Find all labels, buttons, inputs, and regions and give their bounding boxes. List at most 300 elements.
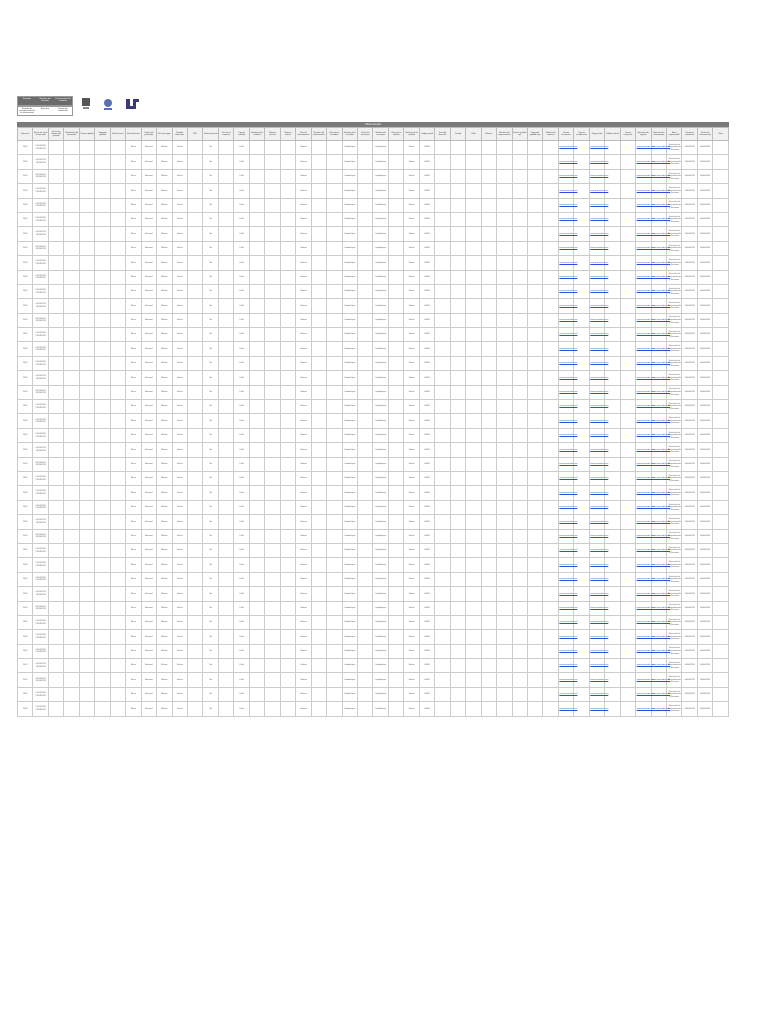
table-cell — [620, 169, 635, 183]
table-cell — [64, 572, 79, 586]
table-cell — [327, 457, 342, 471]
table-cell: Jalisco — [404, 543, 419, 557]
table-cell: Jalisco — [404, 385, 419, 399]
table-cell: Dirección de Administración y Finanzas — [667, 270, 682, 284]
table-cell — [95, 328, 110, 342]
table-cell — [64, 500, 79, 514]
table-cell[interactable]: www.proveedor.com — [636, 184, 651, 198]
table-cell[interactable]: www.proveedor.com — [636, 313, 651, 327]
table-cell — [497, 256, 512, 270]
table-cell — [95, 601, 110, 615]
table-cell[interactable]: www.proveedor.com — [558, 601, 573, 615]
column-header: Nombre del asentamiento — [311, 128, 326, 141]
table-cell[interactable]: www.proveedor.com — [651, 184, 666, 198]
table-cell — [527, 198, 542, 212]
table-cell[interactable]: www.proveedor.com — [589, 227, 604, 241]
table-cell: México — [157, 284, 172, 298]
table-cell[interactable]: www.proveedor.com — [651, 486, 666, 500]
table-cell — [64, 385, 79, 399]
table-cell: México — [157, 500, 172, 514]
table-cell[interactable]: www.proveedor.com — [636, 673, 651, 687]
table-cell[interactable]: www.proveedor.com — [558, 141, 573, 155]
table-cell[interactable]: www.proveedor.com — [636, 212, 651, 226]
table-cell[interactable]: www.proveedor.com — [636, 687, 651, 701]
table-cell — [450, 241, 465, 255]
table-cell[interactable]: www.proveedor.com — [558, 270, 573, 284]
table-cell[interactable]: www.proveedor.com — [558, 587, 573, 601]
table-cell — [218, 659, 233, 673]
table-cell — [357, 587, 372, 601]
table-cell[interactable]: www.proveedor.com — [636, 529, 651, 543]
table-cell — [95, 659, 110, 673]
table-cell[interactable]: www.proveedor.com — [651, 270, 666, 284]
table-cell — [527, 414, 542, 428]
table-cell[interactable]: www.proveedor.com — [636, 371, 651, 385]
table-cell: 2019 — [18, 457, 33, 471]
table-cell[interactable]: www.proveedor.com — [651, 702, 666, 716]
table-cell[interactable]: www.proveedor.com — [651, 687, 666, 701]
table-cell[interactable]: www.proveedor.com — [651, 198, 666, 212]
table-cell — [280, 630, 295, 644]
table-cell[interactable]: www.proveedor.com — [636, 630, 651, 644]
table-cell — [543, 471, 558, 485]
table-cell — [64, 328, 79, 342]
table-cell[interactable]: www.proveedor.com — [636, 227, 651, 241]
table-cell — [527, 328, 542, 342]
table-cell: Guadalajara — [373, 615, 388, 629]
table-cell[interactable]: www.proveedor.com — [589, 241, 604, 255]
table-cell[interactable]: www.proveedor.com — [636, 385, 651, 399]
table-cell[interactable]: www.proveedor.com — [589, 587, 604, 601]
table-cell[interactable]: www.proveedor.com — [558, 227, 573, 241]
table-cell — [79, 659, 94, 673]
table-cell — [249, 687, 264, 701]
table-cell: 04/04/2019 — [697, 457, 712, 471]
table-cell — [280, 543, 295, 557]
table-cell — [48, 687, 63, 701]
table-cell: 01/01/2019 31/03/2019 — [33, 615, 48, 629]
table-cell[interactable]: www.proveedor.com — [636, 428, 651, 442]
table-cell — [543, 141, 558, 155]
table-cell[interactable]: www.proveedor.com — [589, 356, 604, 370]
table-cell[interactable]: www.proveedor.com — [558, 256, 573, 270]
table-cell — [466, 385, 481, 399]
table-cell: Jalisco — [172, 371, 187, 385]
table-cell[interactable]: www.proveedor.com — [589, 371, 604, 385]
table-cell[interactable]: www.proveedor.com — [558, 356, 573, 370]
table-cell[interactable]: www.proveedor.com — [636, 270, 651, 284]
table-cell[interactable]: www.proveedor.com — [558, 515, 573, 529]
table-cell[interactable]: www.proveedor.com — [558, 385, 573, 399]
table-cell[interactable]: www.proveedor.com — [636, 356, 651, 370]
table-cell[interactable]: www.proveedor.com — [589, 400, 604, 414]
table-cell[interactable]: www.proveedor.com — [636, 155, 651, 169]
table-cell: Nacional — [141, 543, 156, 557]
table-cell[interactable]: www.proveedor.com — [651, 313, 666, 327]
table-cell[interactable]: www.proveedor.com — [651, 644, 666, 658]
table-cell — [527, 212, 542, 226]
table-cell[interactable]: www.proveedor.com — [651, 371, 666, 385]
table-cell[interactable]: www.proveedor.com — [651, 428, 666, 442]
table-cell[interactable]: www.proveedor.com — [651, 587, 666, 601]
table-cell: Dirección de Administración y Finanzas — [667, 543, 682, 557]
table-cell[interactable]: www.proveedor.com — [558, 687, 573, 701]
table-cell[interactable]: www.proveedor.com — [651, 558, 666, 572]
table-cell[interactable]: www.proveedor.com — [558, 644, 573, 658]
table-cell[interactable]: www.proveedor.com — [558, 702, 573, 716]
table-cell[interactable]: www.proveedor.com — [651, 169, 666, 183]
table-cell — [64, 587, 79, 601]
table-cell[interactable]: www.proveedor.com — [558, 659, 573, 673]
table-cell: Jalisco — [172, 313, 187, 327]
column-header: Correo comercial — [620, 128, 635, 141]
table-cell[interactable]: www.proveedor.com — [636, 471, 651, 485]
table-cell — [543, 543, 558, 557]
table-cell[interactable]: www.proveedor.com — [589, 543, 604, 557]
table-cell: Calle — [234, 457, 249, 471]
table-cell[interactable]: www.proveedor.com — [589, 284, 604, 298]
table-cell[interactable]: www.proveedor.com — [589, 428, 604, 442]
table-cell — [280, 356, 295, 370]
table-cell[interactable]: www.proveedor.com — [651, 601, 666, 615]
table-cell[interactable]: www.proveedor.com — [636, 443, 651, 457]
table-cell — [497, 457, 512, 471]
column-header: Nota — [713, 128, 729, 141]
table-cell[interactable]: www.proveedor.com — [558, 529, 573, 543]
table-cell[interactable]: www.proveedor.com — [636, 457, 651, 471]
table-cell — [249, 443, 264, 457]
table-cell[interactable]: www.proveedor.com — [558, 212, 573, 226]
table-cell[interactable]: www.proveedor.com — [558, 500, 573, 514]
table-cell[interactable]: www.proveedor.com — [589, 702, 604, 716]
table-cell[interactable]: www.proveedor.com — [589, 256, 604, 270]
table-cell: 04/04/2019 — [697, 342, 712, 356]
table-cell[interactable]: www.proveedor.com — [589, 414, 604, 428]
table-cell[interactable]: www.proveedor.com — [636, 659, 651, 673]
table-cell — [450, 587, 465, 601]
table-cell — [249, 529, 264, 543]
table-cell — [713, 673, 729, 687]
table-cell — [95, 471, 110, 485]
table-cell — [280, 241, 295, 255]
table-cell[interactable]: www.proveedor.com — [558, 558, 573, 572]
table-cell[interactable]: www.proveedor.com — [558, 371, 573, 385]
table-cell[interactable]: www.proveedor.com — [589, 673, 604, 687]
table-cell[interactable]: www.proveedor.com — [589, 270, 604, 284]
table-cell[interactable]: www.proveedor.com — [558, 428, 573, 442]
table-cell: Micro — [126, 601, 141, 615]
table-cell[interactable]: www.proveedor.com — [636, 414, 651, 428]
table-cell[interactable]: www.proveedor.com — [558, 630, 573, 644]
table-cell[interactable]: www.proveedor.com — [589, 558, 604, 572]
table-cell: 04/04/2019 — [682, 457, 697, 471]
table-cell — [48, 256, 63, 270]
table-cell: Jalisco — [404, 457, 419, 471]
table-cell[interactable]: www.proveedor.com — [636, 342, 651, 356]
table-cell — [48, 241, 63, 255]
table-cell[interactable]: www.proveedor.com — [589, 443, 604, 457]
table-cell[interactable]: www.proveedor.com — [651, 543, 666, 557]
table-cell[interactable]: www.proveedor.com — [558, 155, 573, 169]
table-cell — [327, 428, 342, 442]
table-cell — [543, 241, 558, 255]
table-cell[interactable]: www.proveedor.com — [589, 184, 604, 198]
table-row — [18, 241, 729, 255]
table-cell[interactable]: www.proveedor.com — [589, 471, 604, 485]
table-cell[interactable]: www.proveedor.com — [589, 385, 604, 399]
table-cell — [110, 500, 125, 514]
table-cell — [265, 227, 280, 241]
table-cell: Jalisco — [404, 198, 419, 212]
table-cell: Jalisco — [404, 299, 419, 313]
table-cell: No — [203, 659, 218, 673]
table-cell[interactable]: www.proveedor.com — [636, 572, 651, 586]
table-cell[interactable]: www.proveedor.com — [636, 601, 651, 615]
table-cell: Guadalajara — [373, 184, 388, 198]
table-cell[interactable]: www.proveedor.com — [651, 256, 666, 270]
table-cell — [265, 428, 280, 442]
table-cell — [218, 471, 233, 485]
table-cell[interactable]: www.proveedor.com — [651, 615, 666, 629]
table-cell — [280, 558, 295, 572]
table-cell — [249, 169, 264, 183]
table-cell[interactable]: www.proveedor.com — [589, 155, 604, 169]
table-cell — [79, 572, 94, 586]
table-cell[interactable]: www.proveedor.com — [589, 141, 604, 155]
table-cell — [620, 572, 635, 586]
table-cell[interactable]: www.proveedor.com — [558, 457, 573, 471]
table-cell[interactable]: www.proveedor.com — [636, 486, 651, 500]
table-cell[interactable]: www.proveedor.com — [558, 673, 573, 687]
table-cell: No — [203, 400, 218, 414]
table-cell[interactable]: www.proveedor.com — [589, 601, 604, 615]
table-cell[interactable]: www.proveedor.com — [558, 486, 573, 500]
table-cell[interactable]: www.proveedor.com — [651, 515, 666, 529]
table-cell[interactable]: www.proveedor.com — [636, 141, 651, 155]
table-cell — [280, 515, 295, 529]
table-cell[interactable]: www.proveedor.com — [558, 198, 573, 212]
table-cell[interactable]: www.proveedor.com — [651, 630, 666, 644]
table-cell[interactable]: www.proveedor.com — [589, 212, 604, 226]
table-cell — [280, 141, 295, 155]
table-cell[interactable]: www.proveedor.com — [589, 687, 604, 701]
table-cell: Nacional — [141, 457, 156, 471]
table-cell[interactable]: www.proveedor.com — [589, 515, 604, 529]
table-cell: Micro — [126, 155, 141, 169]
table-cell[interactable]: www.proveedor.com — [651, 241, 666, 255]
table-cell: Guadalajara — [342, 702, 357, 716]
table-cell[interactable]: www.proveedor.com — [651, 529, 666, 543]
table-cell[interactable]: www.proveedor.com — [636, 558, 651, 572]
table-cell[interactable]: www.proveedor.com — [636, 169, 651, 183]
table-cell[interactable]: www.proveedor.com — [636, 198, 651, 212]
table-cell[interactable]: www.proveedor.com — [558, 184, 573, 198]
table-cell: Dirección de Administración y Finanzas — [667, 284, 682, 298]
table-cell — [311, 284, 326, 298]
table-cell[interactable]: www.proveedor.com — [558, 313, 573, 327]
table-cell — [187, 443, 202, 457]
table-cell — [466, 572, 481, 586]
table-cell — [327, 443, 342, 457]
table-cell — [311, 414, 326, 428]
table-cell[interactable]: www.proveedor.com — [651, 414, 666, 428]
table-cell: Micro — [126, 212, 141, 226]
table-cell[interactable]: www.proveedor.com — [636, 328, 651, 342]
table-cell: 44100 — [419, 155, 434, 169]
table-cell: Jalisco — [172, 414, 187, 428]
table-cell — [388, 256, 403, 270]
table-cell[interactable]: www.proveedor.com — [651, 342, 666, 356]
table-cell[interactable]: www.proveedor.com — [651, 443, 666, 457]
table-cell[interactable]: www.proveedor.com — [651, 141, 666, 155]
table-cell[interactable]: www.proveedor.com — [558, 328, 573, 342]
table-cell[interactable]: www.proveedor.com — [651, 400, 666, 414]
table-cell — [466, 702, 481, 716]
table-cell[interactable]: www.proveedor.com — [558, 342, 573, 356]
table-cell[interactable]: www.proveedor.com — [589, 659, 604, 673]
table-cell — [357, 141, 372, 155]
table-cell[interactable]: www.proveedor.com — [558, 414, 573, 428]
table-cell[interactable]: www.proveedor.com — [589, 328, 604, 342]
table-cell[interactable]: www.proveedor.com — [636, 587, 651, 601]
table-cell[interactable]: www.proveedor.com — [636, 500, 651, 514]
table-cell: Micro — [126, 587, 141, 601]
table-cell — [497, 558, 512, 572]
table-cell: Guadalajara — [342, 141, 357, 155]
table-cell — [466, 328, 481, 342]
table-cell[interactable]: www.proveedor.com — [589, 198, 604, 212]
table-cell[interactable]: www.proveedor.com — [589, 313, 604, 327]
table-cell — [435, 385, 450, 399]
table-cell — [435, 256, 450, 270]
table-cell: 01/01/2019 31/03/2019 — [33, 256, 48, 270]
table-cell[interactable]: www.proveedor.com — [636, 644, 651, 658]
table-cell: Guadalajara — [342, 313, 357, 327]
table-cell — [435, 601, 450, 615]
table-cell[interactable]: www.proveedor.com — [558, 400, 573, 414]
table-cell[interactable]: www.proveedor.com — [651, 471, 666, 485]
table-cell: México — [157, 515, 172, 529]
table-cell[interactable]: www.proveedor.com — [558, 615, 573, 629]
table-cell[interactable]: www.proveedor.com — [651, 284, 666, 298]
table-cell — [543, 256, 558, 270]
table-cell[interactable]: www.proveedor.com — [636, 515, 651, 529]
table-cell: Jalisco — [404, 342, 419, 356]
table-cell — [48, 500, 63, 514]
table-cell[interactable]: www.proveedor.com — [589, 630, 604, 644]
table-row — [18, 428, 729, 442]
table-cell — [620, 630, 635, 644]
table-cell: 2019 — [18, 328, 33, 342]
column-header: Nombre de la localidad — [342, 128, 357, 141]
table-cell — [95, 644, 110, 658]
table-row — [18, 687, 729, 701]
table-cell[interactable]: www.proveedor.com — [589, 500, 604, 514]
table-cell[interactable]: www.proveedor.com — [651, 457, 666, 471]
table-cell: 01/01/2019 31/03/2019 — [33, 687, 48, 701]
table-cell: Colonia — [296, 457, 311, 471]
table-cell: Jalisco — [404, 529, 419, 543]
table-cell — [527, 572, 542, 586]
table-cell — [64, 356, 79, 370]
table-cell[interactable]: www.proveedor.com — [651, 572, 666, 586]
table-cell — [218, 443, 233, 457]
table-cell[interactable]: www.proveedor.com — [558, 543, 573, 557]
table-cell[interactable]: www.proveedor.com — [636, 256, 651, 270]
table-cell[interactable]: www.proveedor.com — [589, 486, 604, 500]
table-cell: 04/04/2019 — [697, 702, 712, 716]
table-cell[interactable]: www.proveedor.com — [636, 400, 651, 414]
table-cell[interactable]: www.proveedor.com — [651, 155, 666, 169]
table-cell[interactable]: www.proveedor.com — [636, 299, 651, 313]
table-cell: Dirección de Administración y Finanzas — [667, 587, 682, 601]
table-cell — [466, 169, 481, 183]
table-cell[interactable]: www.proveedor.com — [589, 299, 604, 313]
table-cell[interactable]: www.proveedor.com — [636, 284, 651, 298]
table-cell[interactable]: www.proveedor.com — [651, 328, 666, 342]
table-cell: México — [157, 558, 172, 572]
table-cell: 04/04/2019 — [697, 299, 712, 313]
table-cell[interactable]: www.proveedor.com — [558, 284, 573, 298]
table-cell[interactable]: www.proveedor.com — [558, 241, 573, 255]
table-cell[interactable]: www.proveedor.com — [651, 356, 666, 370]
table-cell: Guadalajara — [342, 256, 357, 270]
table-cell[interactable]: www.proveedor.com — [589, 615, 604, 629]
table-cell — [497, 342, 512, 356]
table-cell[interactable]: www.proveedor.com — [589, 457, 604, 471]
table-cell — [527, 687, 542, 701]
table-cell — [512, 328, 527, 342]
table-cell[interactable]: www.proveedor.com — [651, 659, 666, 673]
table-cell[interactable]: www.proveedor.com — [589, 529, 604, 543]
table-cell[interactable]: www.proveedor.com — [651, 299, 666, 313]
table-cell[interactable]: www.proveedor.com — [558, 471, 573, 485]
table-cell — [280, 256, 295, 270]
table-cell — [265, 256, 280, 270]
table-cell[interactable]: www.proveedor.com — [651, 227, 666, 241]
table-cell[interactable]: www.proveedor.com — [589, 644, 604, 658]
table-cell[interactable]: www.proveedor.com — [636, 543, 651, 557]
table-cell[interactable]: www.proveedor.com — [636, 702, 651, 716]
table-cell[interactable]: www.proveedor.com — [651, 500, 666, 514]
table-cell[interactable]: www.proveedor.com — [558, 572, 573, 586]
table-cell[interactable]: www.proveedor.com — [651, 673, 666, 687]
table-cell[interactable]: www.proveedor.com — [589, 169, 604, 183]
table-cell: 01/01/2019 31/03/2019 — [33, 428, 48, 442]
table-cell: Micro — [126, 400, 141, 414]
table-cell[interactable]: www.proveedor.com — [651, 385, 666, 399]
table-cell[interactable]: www.proveedor.com — [589, 342, 604, 356]
table-cell[interactable]: www.proveedor.com — [651, 212, 666, 226]
table-cell — [48, 342, 63, 356]
table-cell — [357, 515, 372, 529]
table-cell: 01/01/2019 31/03/2019 — [33, 443, 48, 457]
table-cell: No — [203, 356, 218, 370]
column-header: Hipervínculo registro — [636, 128, 651, 141]
table-cell: México — [157, 486, 172, 500]
table-cell — [280, 371, 295, 385]
table-cell[interactable]: www.proveedor.com — [636, 615, 651, 629]
table-cell[interactable]: www.proveedor.com — [589, 572, 604, 586]
table-row — [18, 500, 729, 514]
table-cell[interactable]: www.proveedor.com — [558, 299, 573, 313]
table-row — [18, 414, 729, 428]
table-cell[interactable]: www.proveedor.com — [636, 241, 651, 255]
table-cell — [388, 702, 403, 716]
table-cell[interactable]: www.proveedor.com — [558, 443, 573, 457]
table-cell — [249, 486, 264, 500]
table-cell[interactable]: www.proveedor.com — [558, 169, 573, 183]
